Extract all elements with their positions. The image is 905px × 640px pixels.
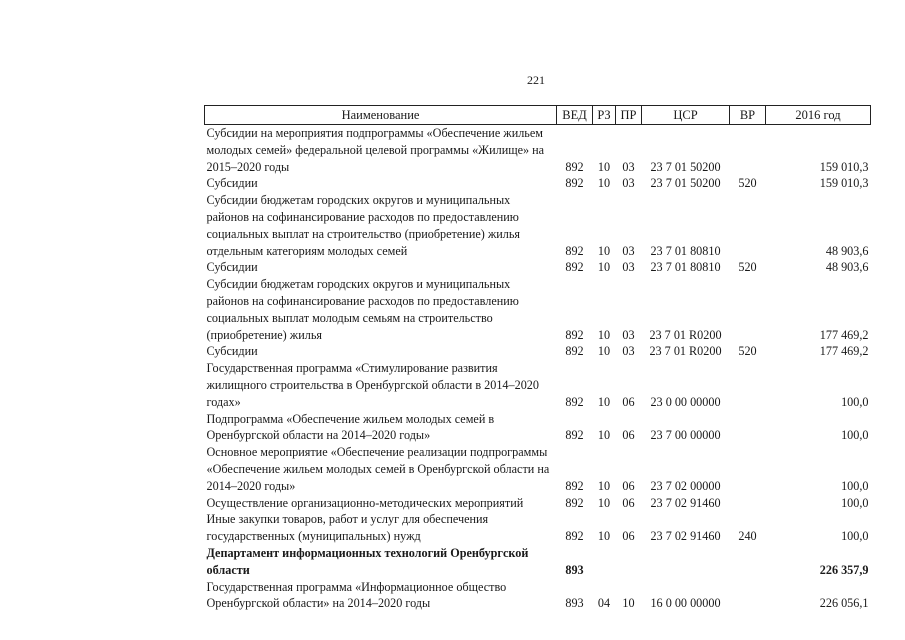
cell-csr: 23 7 01 R0200	[649, 344, 722, 359]
cell-ved: 893	[565, 562, 584, 577]
cell-name: Субсидии	[206, 176, 258, 191]
cell-pr: 03	[622, 159, 635, 174]
cell-name: Субсидии	[206, 260, 258, 275]
cell-csr: 23 7 01 80810	[650, 243, 721, 258]
cell-ved: 892	[565, 260, 584, 275]
cell-vr: 520	[738, 344, 757, 359]
cell-amount: 226 357,9	[819, 562, 869, 577]
cell-amount: 159 010,3	[819, 176, 869, 191]
budget-table	[204, 105, 871, 612]
cell-pr: 03	[622, 243, 635, 258]
cell-vr	[730, 579, 766, 613]
cell-csr: 23 7 02 91460	[650, 529, 721, 544]
cell-amount: 100,0	[841, 478, 869, 493]
table-row	[205, 192, 871, 259]
column-header-name: Наименование	[205, 106, 557, 125]
cell-ved: 893	[565, 596, 584, 611]
table-row	[205, 411, 871, 445]
cell-name: Субсидии на мероприятия подпрограммы «Обеспечение жильем молодых семей» федеральной целевой программы «Жилище» на 2015–2020 годы	[206, 126, 545, 174]
cell-name: Подпрограмма «Обеспечение жильем молодых семей в Оренбургской области на 2014–2020 годы»	[206, 411, 495, 443]
cell-pr: 10	[622, 596, 635, 611]
column-header-vr: ВР	[730, 106, 766, 125]
cell-csr: 16 0 00 00000	[650, 596, 721, 611]
cell-vr: 520	[738, 176, 757, 191]
column-header-amount: 2016 год	[766, 106, 871, 125]
cell-rz: 10	[597, 159, 611, 174]
cell-ved: 892	[565, 478, 584, 493]
cell-pr: 06	[622, 394, 635, 409]
cell-ved: 892	[565, 428, 584, 443]
cell-name: Основное мероприятие «Обеспечение реализации подпрограммы «Обеспечение жильем молодых семей в Оренбургской области на 2014–2020 годы»	[206, 445, 550, 493]
cell-name: Осуществление организационно-методических мероприятий	[206, 495, 524, 510]
table-row	[205, 511, 871, 545]
cell-amount: 100,0	[841, 495, 869, 510]
cell-rz: 10	[597, 260, 611, 275]
cell-amount: 48 903,6	[825, 243, 869, 258]
cell-amount: 177 469,2	[819, 344, 869, 359]
table-body	[205, 125, 871, 613]
cell-amount: 159 010,3	[819, 159, 869, 174]
cell-ved: 892	[565, 495, 584, 510]
cell-rz: 10	[597, 344, 611, 359]
column-header-csr: ЦСР	[642, 106, 730, 125]
page-number: 221	[527, 73, 545, 87]
cell-pr: 03	[622, 260, 635, 275]
cell-vr	[730, 360, 766, 410]
cell-name: Государственная программа «Информационное общество Оренбургской области» на 2014–2020 годы	[206, 579, 507, 611]
cell-vr: 520	[738, 260, 757, 275]
table-row	[205, 276, 871, 343]
table-row	[205, 545, 871, 579]
cell-amount: 100,0	[841, 428, 869, 443]
cell-ved: 892	[565, 529, 584, 544]
table-row	[205, 125, 871, 176]
cell-csr: 23 7 02 91460	[650, 495, 721, 510]
cell-vr	[730, 125, 766, 176]
column-header-ved: ВЕД	[557, 106, 593, 125]
cell-ved: 892	[565, 159, 584, 174]
cell-pr: 06	[622, 495, 635, 510]
cell-vr	[730, 545, 766, 579]
cell-amount: 100,0	[841, 394, 869, 409]
table-row	[205, 360, 871, 410]
cell-name: Субсидии бюджетам городских округов и муниципальных районов на софинансирование расходов по предоставлению социальных выплат на строительство (приобретение) жилья отдельным категориям молодых семей	[206, 193, 521, 258]
cell-pr: 03	[622, 176, 635, 191]
table-row	[205, 579, 871, 613]
cell-vr	[730, 192, 766, 259]
table-row	[205, 444, 871, 494]
cell-vr	[730, 276, 766, 343]
cell-rz: 10	[597, 495, 611, 510]
table-row	[205, 175, 871, 192]
cell-ved: 892	[565, 243, 584, 258]
cell-amount: 48 903,6	[825, 260, 869, 275]
cell-pr: 06	[622, 478, 635, 493]
cell-csr: 23 7 01 R0200	[649, 327, 722, 342]
cell-ved: 892	[565, 394, 584, 409]
table-row	[205, 343, 871, 360]
cell-csr	[642, 545, 730, 579]
table-row	[205, 259, 871, 276]
cell-ved: 892	[565, 327, 584, 342]
cell-csr: 23 7 02 00000	[650, 478, 721, 493]
column-header-rz: РЗ	[593, 106, 616, 125]
cell-rz: 10	[597, 394, 611, 409]
cell-rz: 10	[597, 428, 611, 443]
cell-amount: 177 469,2	[819, 327, 869, 342]
cell-name: Субсидии бюджетам городских округов и муниципальных районов на софинансирование расходов по предоставлению социальных выплат молодым семьям на строительство (приобретение) жилья	[206, 277, 519, 342]
cell-csr: 23 7 01 50200	[650, 159, 721, 174]
cell-vr	[730, 411, 766, 445]
cell-rz: 10	[597, 243, 611, 258]
cell-ved: 892	[565, 176, 584, 191]
cell-csr: 23 7 00 00000	[650, 428, 721, 443]
cell-pr	[616, 545, 642, 579]
cell-rz: 10	[597, 176, 611, 191]
table-header	[205, 106, 871, 125]
cell-rz: 10	[597, 529, 611, 544]
cell-pr: 03	[622, 344, 635, 359]
cell-rz: 10	[597, 478, 611, 493]
cell-rz	[593, 545, 616, 579]
cell-amount: 100,0	[841, 529, 869, 544]
cell-amount: 226 056,1	[819, 596, 869, 611]
cell-name: Государственная программа «Стимулирование развития жилищного строительства в Оренбургской области в 2014–2020 годах»	[206, 361, 539, 409]
table-row	[205, 495, 871, 512]
cell-csr: 23 7 01 80810	[650, 260, 721, 275]
cell-rz: 04	[597, 596, 611, 611]
cell-name: Департамент информационных технологий Оренбургской области	[206, 545, 529, 577]
cell-ved: 892	[565, 344, 584, 359]
column-header-pr: ПР	[616, 106, 642, 125]
cell-name: Субсидии	[206, 344, 258, 359]
cell-csr: 23 7 01 50200	[650, 176, 721, 191]
cell-pr: 03	[622, 327, 635, 342]
cell-pr: 06	[622, 428, 635, 443]
cell-pr: 06	[622, 529, 635, 544]
cell-vr	[730, 444, 766, 494]
cell-vr	[730, 495, 766, 512]
cell-vr: 240	[738, 529, 757, 544]
cell-csr: 23 0 00 00000	[650, 394, 721, 409]
cell-name: Иные закупки товаров, работ и услуг для обеспечения государственных (муниципальных) нужд	[206, 512, 489, 544]
cell-rz: 10	[597, 327, 611, 342]
